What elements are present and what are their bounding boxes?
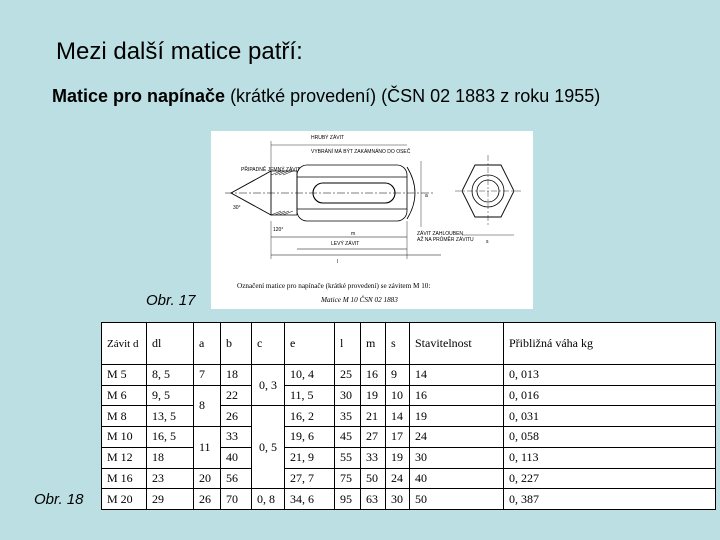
cell-d: M 16	[102, 468, 147, 489]
header-cell: l	[335, 323, 361, 365]
header-cell: b	[221, 323, 252, 365]
cell-e: 16, 2	[285, 406, 335, 427]
cell-b: 56	[221, 468, 252, 489]
cell-b: 18	[221, 365, 252, 386]
nut-dimensions-table	[101, 322, 716, 510]
drawing-label-top2: PŘIPADNĚ JEMNÝ ZÁVIT	[241, 167, 301, 173]
figure-18-caption: Obr. 18	[34, 491, 84, 508]
cell-e: 21, 9	[285, 447, 335, 468]
cell-b: 26	[221, 406, 252, 427]
cell-vaha: 0, 113	[504, 447, 716, 468]
cell-vaha: 0, 016	[504, 385, 716, 406]
cell-l: 95	[335, 489, 361, 510]
cell-vaha: 0, 227	[504, 468, 716, 489]
drawing-designation-line1: Označení matice pro napínače (krátké provedení) se závitem M 10:	[237, 282, 431, 290]
cell-l: 45	[335, 427, 361, 448]
drawing-label-top1: HRUBÝ ZÁVIT	[311, 135, 345, 141]
cell-stavitelnost: 16	[410, 385, 504, 406]
drawing-label-note3: AŽ NA PRŮMĚR ZÁVITU	[417, 237, 474, 243]
drawing-designation-line2: Matice M 10 ČSN 02 1883	[321, 296, 398, 304]
table-row	[102, 468, 716, 489]
cell-s: 10	[386, 385, 410, 406]
drawing-label-dim-m: m	[351, 231, 356, 237]
cell-vaha: 0, 013	[504, 365, 716, 386]
table-row	[102, 427, 716, 448]
table-row	[102, 365, 716, 386]
cell-d1: 8, 5	[147, 365, 194, 386]
cell-d1: 13, 5	[147, 406, 194, 427]
cell-e: 10, 4	[285, 365, 335, 386]
cell-m: 16	[361, 365, 386, 386]
cell-c-merged: 0, 5	[252, 406, 285, 489]
cell-d: M 10	[102, 427, 147, 448]
cell-vaha: 0, 058	[504, 427, 716, 448]
cell-vaha: 0, 387	[504, 489, 716, 510]
cell-a-merged: 11	[194, 427, 221, 468]
cell-l: 55	[335, 447, 361, 468]
cell-d: M 20	[102, 489, 147, 510]
cell-m: 33	[361, 447, 386, 468]
cell-d: M 5	[102, 365, 147, 386]
cell-d: M 12	[102, 447, 147, 468]
drawing-label-angle1: 120°	[273, 227, 284, 233]
cell-c-merged: 0, 3	[252, 365, 285, 406]
cell-e: 27, 7	[285, 468, 335, 489]
table-row	[102, 385, 716, 406]
cell-d1: 16, 5	[147, 427, 194, 448]
drawing-label-dim-s: s	[486, 239, 489, 245]
technical-drawing	[211, 131, 533, 309]
cell-stavitelnost: 50	[410, 489, 504, 510]
slide-subtitle	[52, 86, 600, 107]
cell-d1: 23	[147, 468, 194, 489]
cell-s: 30	[386, 489, 410, 510]
drawing-label-angle2: 30°	[233, 205, 241, 211]
header-cell: s	[386, 323, 410, 365]
cell-l: 30	[335, 385, 361, 406]
cell-m: 21	[361, 406, 386, 427]
cell-l: 25	[335, 365, 361, 386]
cell-l: 35	[335, 406, 361, 427]
cell-s: 14	[386, 406, 410, 427]
cell-a-merged: 8	[194, 385, 221, 426]
cell-stavitelnost: 19	[410, 406, 504, 427]
cell-d1: 9, 5	[147, 385, 194, 406]
cell-stavitelnost: 30	[410, 447, 504, 468]
cell-b: 22	[221, 385, 252, 406]
cell-e: 34, 6	[285, 489, 335, 510]
header-cell: a	[194, 323, 221, 365]
drawing-label-dim-a: a	[425, 193, 428, 199]
header-cell: dl	[147, 323, 194, 365]
cell-e: 19, 6	[285, 427, 335, 448]
cell-a: 26	[194, 489, 221, 510]
drawing-label-bottom: LEVÝ ZÁVIT	[331, 241, 360, 247]
cell-stavitelnost: 14	[410, 365, 504, 386]
table-header-row	[102, 323, 716, 365]
cell-d1: 29	[147, 489, 194, 510]
slide-title: Mezi další matice patří:	[56, 38, 303, 65]
header-cell: c	[252, 323, 285, 365]
cell-m: 63	[361, 489, 386, 510]
header-cell: e	[285, 323, 335, 365]
cell-d: M 6	[102, 385, 147, 406]
cell-d1: 18	[147, 447, 194, 468]
header-cell: Přibližná váha kg	[504, 323, 716, 365]
cell-vaha: 0, 031	[504, 406, 716, 427]
cell-stavitelnost: 40	[410, 468, 504, 489]
cell-c: 0, 8	[252, 489, 285, 510]
cell-b: 33	[221, 427, 252, 448]
table-row	[102, 489, 716, 510]
figure-17-caption: Obr. 17	[146, 292, 196, 309]
cell-m: 27	[361, 427, 386, 448]
subtitle-bold: Matice pro napínače	[52, 86, 226, 106]
cell-d: M 8	[102, 406, 147, 427]
header-cell: Závit d	[102, 323, 147, 365]
cell-s: 9	[386, 365, 410, 386]
header-cell: Stavitelnost	[410, 323, 504, 365]
cell-m: 19	[361, 385, 386, 406]
subtitle-rest: (krátké provedení) (ČSN 02 1883 z roku 1955)	[225, 86, 601, 106]
cell-stavitelnost: 24	[410, 427, 504, 448]
cell-e: 11, 5	[285, 385, 335, 406]
cell-s: 17	[386, 427, 410, 448]
cell-m: 50	[361, 468, 386, 489]
cell-a: 20	[194, 468, 221, 489]
header-cell: m	[361, 323, 386, 365]
cell-b: 70	[221, 489, 252, 510]
cell-a: 7	[194, 365, 221, 386]
cell-s: 24	[386, 468, 410, 489]
drawing-label-note2: ZÁVIT ZAHLOUBEN	[417, 231, 464, 237]
cell-b: 40	[221, 447, 252, 468]
drawing-label-note1: VYBRÁNÍ MÁ BÝT ZAKÁMNÁNO DO OSEČ	[311, 149, 411, 155]
drawing-label-dim-l: l	[337, 259, 339, 265]
cell-s: 19	[386, 447, 410, 468]
cell-l: 75	[335, 468, 361, 489]
